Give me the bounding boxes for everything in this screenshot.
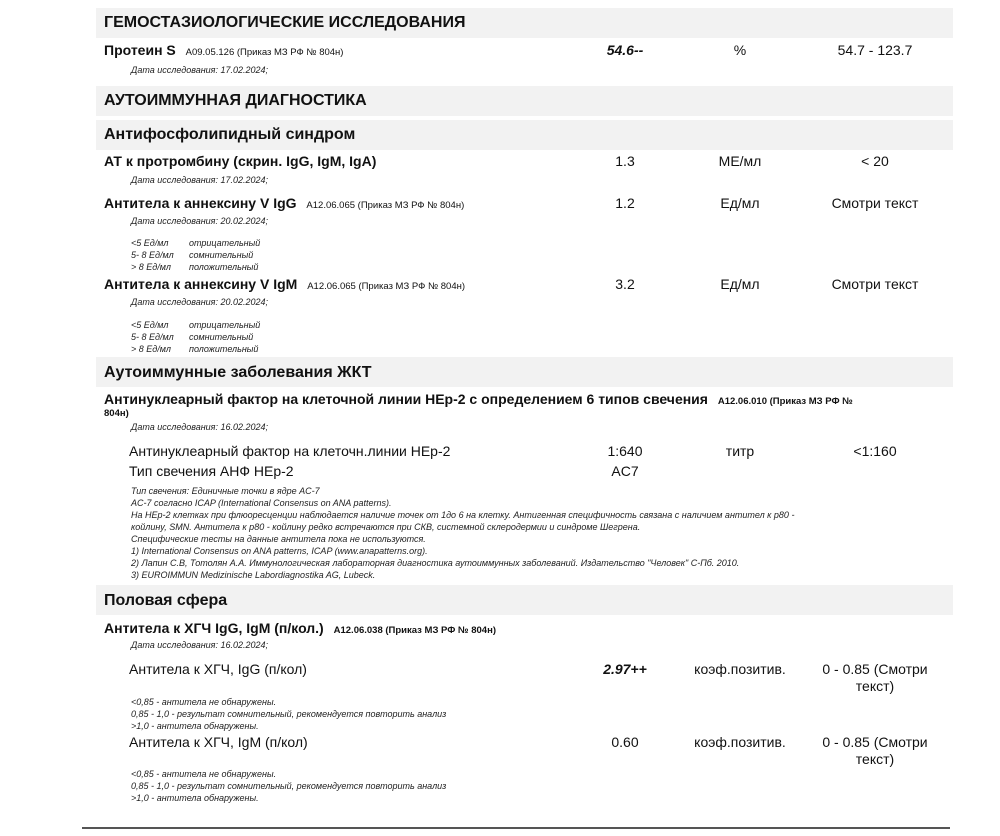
subtest-name: Тип свечения АНФ НЕр-2 xyxy=(129,463,294,479)
result-unit: % xyxy=(733,42,747,58)
subtest-name: Антитела к ХГЧ, IgM (п/кол) xyxy=(129,734,308,750)
subsection-title-gi: Аутоиммунные заболевания ЖКТ xyxy=(104,364,372,381)
test-hep2 xyxy=(104,391,853,407)
result-unit: Ед/мл xyxy=(720,195,760,211)
test-name: Протеин S xyxy=(104,42,176,58)
note-line: 1) International Consensus on ANA patterns, ICAP (www.anapatterns.org). xyxy=(131,546,428,556)
reference-range: 0 - 0.85 (Смотри xyxy=(822,661,928,677)
test-hcg xyxy=(104,620,496,636)
note-line: <5 Ед/мл отрицательный xyxy=(131,320,261,330)
note-line: Специфические тесты на данные антитела пока не используются. xyxy=(131,534,426,544)
test-code-continued: 804н) xyxy=(104,408,129,419)
test-date: Дата исследования: 20.02.2024; xyxy=(131,297,269,307)
test-protein-s xyxy=(104,42,343,58)
note-line: <5 Ед/мл отрицательный xyxy=(131,238,261,248)
result-value: AC7 xyxy=(611,463,639,479)
reference-range: <1:160 xyxy=(853,443,897,459)
interpretation-notes xyxy=(131,696,446,732)
reference-range: Смотри текст xyxy=(831,195,919,211)
reference-range-continued: текст) xyxy=(855,751,895,767)
test-annexin-igm xyxy=(104,276,465,292)
result-value: 54.6-- xyxy=(606,42,644,58)
note-line: Тип свечения: Единичные точки в ядре AC-7 xyxy=(131,486,320,496)
reference-range: 54.7 - 123.7 xyxy=(837,42,913,58)
interpretation-notes xyxy=(131,319,260,355)
result-unit: титр xyxy=(725,443,755,459)
result-unit: Ед/мл xyxy=(720,276,760,292)
test-code: A12.06.065 (Приказ МЗ РФ № 804н) xyxy=(307,281,466,292)
note-line: >1,0 - антитела обнаружены. xyxy=(131,721,259,731)
reference-range-continued: текст) xyxy=(855,678,895,694)
result-value: 1.2 xyxy=(615,195,635,211)
result-unit: МЕ/мл xyxy=(718,153,762,169)
note-line: 0,85 - 1,0 - результат сомнительный, рекомендуется повторить анализ xyxy=(131,709,447,719)
test-name: Антитела к аннексину V IgM xyxy=(104,276,298,292)
note-line: 5- 8 Ед/мл сомнительный xyxy=(131,250,254,260)
bottom-divider xyxy=(82,827,950,829)
test-code: A12.06.065 (Приказ МЗ РФ № 804н) xyxy=(306,200,465,211)
result-value: 1.3 xyxy=(615,153,635,169)
subtest-name: Антинуклеарный фактор на клеточн.линии НЕр-2 xyxy=(129,443,451,459)
note-line: >1,0 - антитела обнаружены. xyxy=(131,793,259,803)
result-value: 1:640 xyxy=(607,443,643,459)
section-title-hemostasis: ГЕМОСТАЗИОЛОГИЧЕСКИЕ ИССЛЕДОВАНИЯ xyxy=(104,14,466,31)
reference-range: Смотри текст xyxy=(831,276,919,292)
note-line: <0,85 - антитела не обнаружены. xyxy=(131,769,277,779)
test-annexin-igg xyxy=(104,195,464,211)
note-line: 3) EUROIMMUN Medizinische Labordiagnostika AG, Lubeck. xyxy=(131,570,376,580)
result-unit: коэф.позитив. xyxy=(694,734,786,750)
subsection-title-repro: Половая сфера xyxy=(104,592,228,609)
result-value: 3.2 xyxy=(615,276,635,292)
result-value: 2.97++ xyxy=(603,661,647,677)
note-line: 5- 8 Ед/мл сомнительный xyxy=(131,332,254,342)
section-title-autoimmune: АУТОИММУННАЯ ДИАГНОСТИКА xyxy=(104,92,367,109)
test-name: Антитела к ХГЧ IgG, IgM (п/кол.) xyxy=(104,620,324,636)
test-date: Дата исследования: 16.02.2024; xyxy=(131,640,269,650)
note-line: > 8 Ед/мл положительный xyxy=(131,344,259,354)
reference-range: < 20 xyxy=(861,153,889,169)
result-unit: коэф.позитив. xyxy=(694,661,786,677)
result-value: 0.60 xyxy=(611,734,639,750)
test-name: Антинуклеарный фактор на клеточной линии НЕр-2 с определением 6 типов свечения xyxy=(104,391,708,407)
subsection-title-apl: Антифосфолипидный синдром xyxy=(104,126,356,143)
interpretation-notes xyxy=(131,237,260,273)
test-date: Дата исследования: 16.02.2024; xyxy=(131,422,269,432)
reference-range: 0 - 0.85 (Смотри xyxy=(822,734,928,750)
test-code: A12.06.010 (Приказ МЗ РФ № xyxy=(717,396,853,407)
note-line: <0,85 - антитела не обнаружены. xyxy=(131,697,277,707)
note-line: На НЕр-2 клетках при флюоресценции наблюдается наличие точек от 1до 6 на клетку. Антигенная специфичность связана с наличием антител к p80 - xyxy=(131,510,795,520)
test-date: Дата исследования: 17.02.2024; xyxy=(131,65,269,75)
test-name: Антитела к аннексину V IgG xyxy=(104,195,297,211)
note-line: > 8 Ед/мл положительный xyxy=(131,262,259,272)
test-code: A09.05.126 (Приказ МЗ РФ № 804н) xyxy=(185,47,344,58)
note-line: 2) Лапин С.В, Тотолян А.А. Иммунологическая лабораторная диагностика аутоиммунных заболеваний. Издательство "Человек" С-Пб. 2010. xyxy=(131,558,740,568)
test-code: A12.06.038 (Приказ МЗ РФ № 804н) xyxy=(333,625,496,636)
hep2-description xyxy=(131,485,794,581)
test-date: Дата исследования: 20.02.2024; xyxy=(131,216,269,226)
note-line: койлину, SMN. Антитела к p80 - койлину редко встречаются при СКВ, системной склеродермии и синдроме Шегрена. xyxy=(131,522,641,532)
subtest-name: Антитела к ХГЧ, IgG (п/кол) xyxy=(129,661,307,677)
note-line: 0,85 - 1,0 - результат сомнительный, рекомендуется повторить анализ xyxy=(131,781,447,791)
note-line: AC-7 согласно ICAP (International Consensus on ANA patterns). xyxy=(131,498,392,508)
test-date: Дата исследования: 17.02.2024; xyxy=(131,175,269,185)
interpretation-notes xyxy=(131,768,446,804)
test-prothrombin-name: АТ к протромбину (скрин. IgG, IgM, IgA) xyxy=(104,153,377,169)
